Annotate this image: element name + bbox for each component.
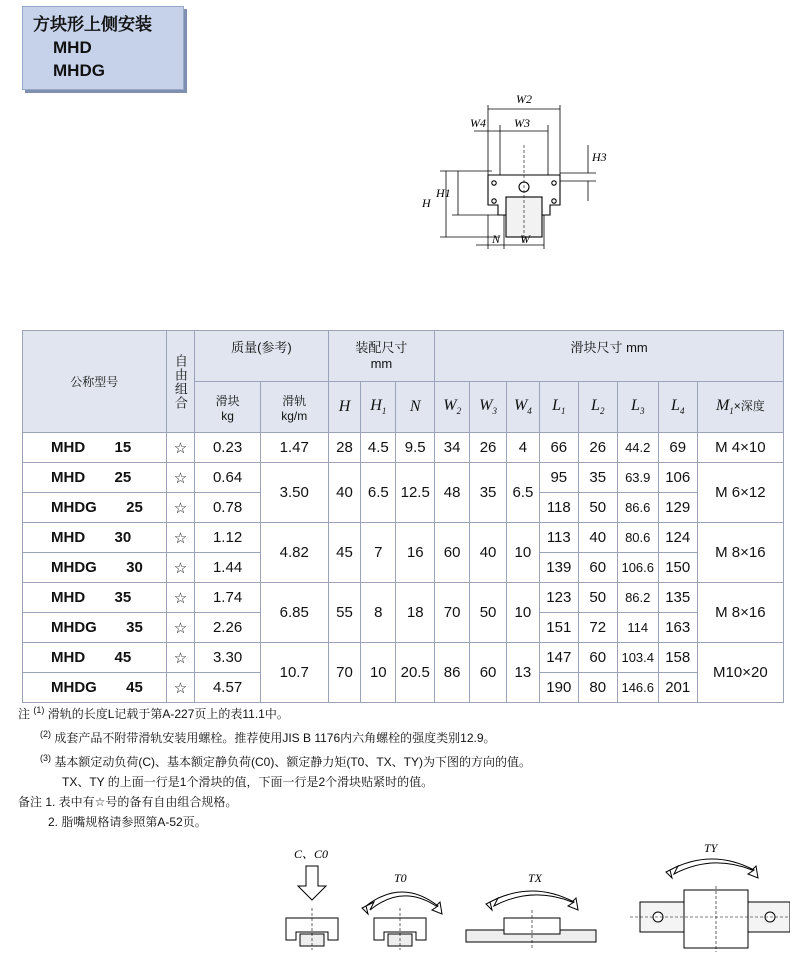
table-row: MHD 25 ☆ 0.64 3.50 40 6.5 12.5 48 35 6.5 95 35 63.9 106 M 6×12 xyxy=(23,463,784,493)
header-assembly: 装配尺寸 mm xyxy=(328,331,435,382)
header-free: 自由组合 xyxy=(166,331,195,433)
header-n: N xyxy=(396,382,435,433)
remark-1: 备注 1. 表中有☆号的备有自由组合规格。 xyxy=(18,795,238,809)
header-block-dims: 滑块尺寸 mm xyxy=(435,331,784,382)
cross-section-diagram xyxy=(400,85,620,265)
section-title xyxy=(22,6,184,90)
label-load: C、C0 xyxy=(294,847,329,861)
header-rail: 滑轨 kg/m xyxy=(260,382,328,433)
title-line-2: MHD xyxy=(53,38,92,57)
table-row: MHD 15 ☆ 0.23 1.47 28 4.5 9.5 34 26 4 66 26 44.2 69 M 4×10 xyxy=(23,433,784,463)
header-h1: $H_1$ xyxy=(361,382,396,433)
label-ty: TY xyxy=(704,841,718,855)
table-row: MHD 30 ☆ 1.12 4.82 45 7 16 60 40 10 113 40 80.6 124 M 8×16 xyxy=(23,523,784,553)
header-h: H xyxy=(328,382,361,433)
note-3b: TX、TY 的上面一行是1个滑块的值，下面一行是2个滑块贴紧时的值。 xyxy=(62,775,434,789)
label-h: H xyxy=(422,196,431,210)
header-mass: 质量(参考) xyxy=(195,331,328,382)
table-row: MHD 35 ☆ 1.74 6.85 55 8 18 70 50 10 123 50 86.2 135 M 8×16 xyxy=(23,583,784,613)
label-t0: T0 xyxy=(394,871,407,885)
header-l1: $L_1$ xyxy=(539,382,578,433)
label-h3: H3 xyxy=(592,150,607,164)
header-l3: $L_3$ xyxy=(617,382,658,433)
load-direction-figures xyxy=(270,838,790,968)
footnotes xyxy=(18,700,531,832)
label-w: W xyxy=(520,232,530,246)
header-block: 滑块 kg xyxy=(195,382,261,433)
header-w4: $W_4$ xyxy=(506,382,539,433)
note-1: 注 $^{(1)}$ 滑轨的长度L记载于第A-227页上的表11.1中。 xyxy=(18,705,289,721)
table-row: MHDG 45 ☆ 4.57 190 80 146.6 201 xyxy=(23,673,784,703)
label-w2: W2 xyxy=(516,92,532,106)
table-row: MHDG 30 ☆ 1.44 139 60 106.6 150 xyxy=(23,553,784,583)
title-line-3: MHDG xyxy=(53,61,105,80)
label-w4: W4 xyxy=(470,116,486,130)
header-l4: $L_4$ xyxy=(658,382,697,433)
spec-table xyxy=(22,330,784,703)
header-model: 公称型号 xyxy=(23,331,167,433)
table-row: MHDG 35 ☆ 2.26 151 72 114 163 xyxy=(23,613,784,643)
header-l2: $L_2$ xyxy=(578,382,617,433)
header-w3: $W_3$ xyxy=(470,382,507,433)
label-w3: W3 xyxy=(514,116,530,130)
table-row: MHDG 25 ☆ 0.78 118 50 86.6 129 xyxy=(23,493,784,523)
label-tx: TX xyxy=(528,871,543,885)
note-2: $^{(2)}$ 成套产品不附带滑轨安装用螺栓。推荐使用JIS B 1176内六角螺栓的强度类别12.9。 xyxy=(40,729,496,745)
header-w2: $W_2$ xyxy=(435,382,470,433)
remark-2: 2. 脂嘴规格请参照第A-52页。 xyxy=(48,815,207,829)
table-row: MHD 45 ☆ 3.30 10.7 70 10 20.5 86 60 13 147 60 103.4 158 M10×20 xyxy=(23,643,784,673)
note-3: $^{(3)}$ 基本额定动负荷(C)、基本额定静负荷(C0)、额定静力矩(T0、TX、TY)为下图的方向的值。 xyxy=(40,753,532,769)
header-m1: $M_1\times$深度 xyxy=(697,382,783,433)
label-n: N xyxy=(492,232,501,246)
title-line-1: 方块形上侧安装 xyxy=(33,15,152,34)
label-h1: H1 xyxy=(436,186,451,200)
